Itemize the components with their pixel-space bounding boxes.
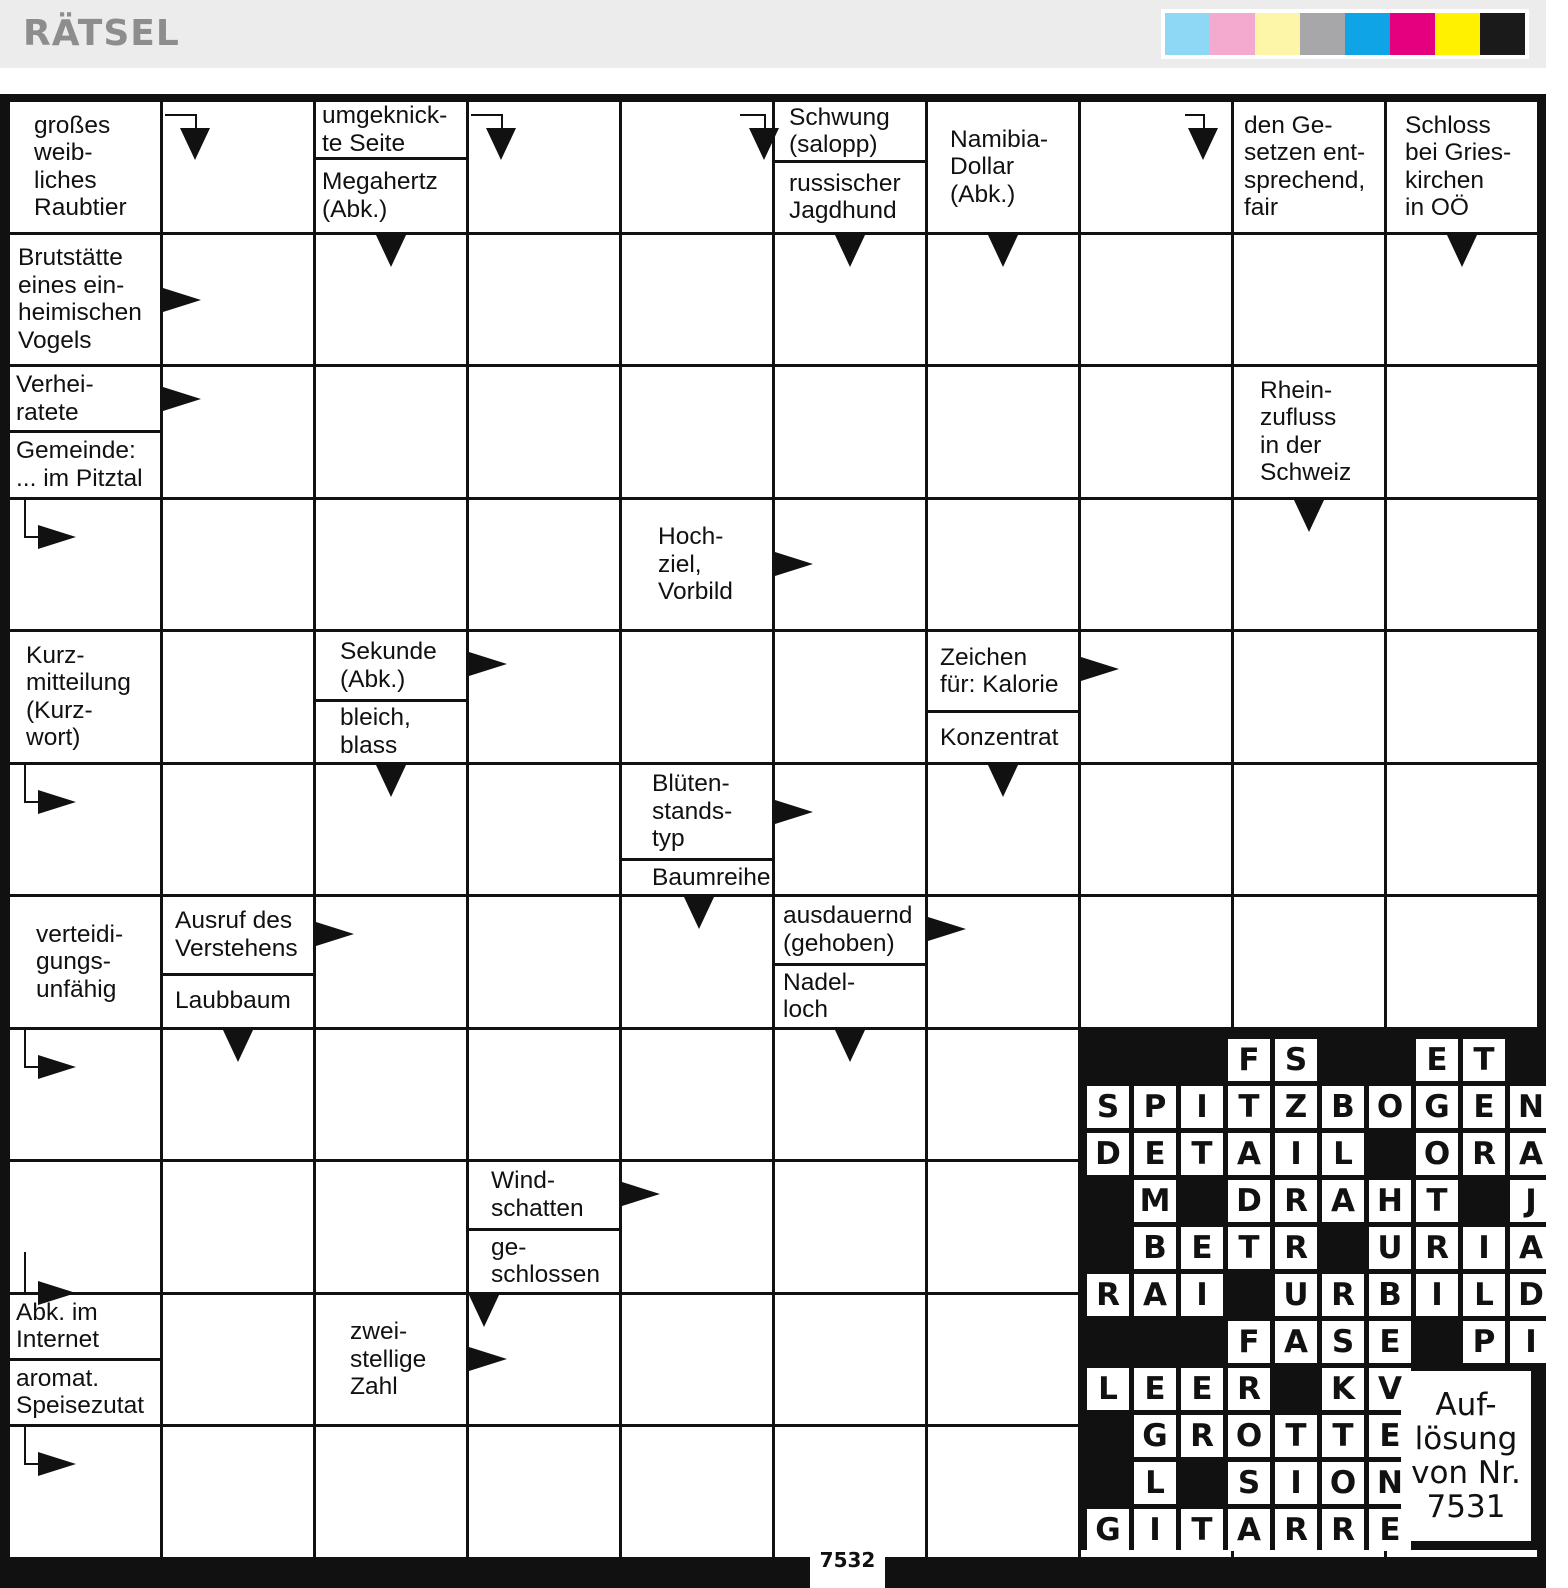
clue-text: Megahertz (Abk.) [322, 168, 438, 223]
arrow-down-icon [1188, 128, 1218, 160]
answer-cell[interactable] [163, 1162, 313, 1292]
clue-text: Brutstätte eines ein- heimischen Vogels [18, 244, 142, 354]
solution-letter: I [1416, 1274, 1458, 1316]
clue-cell [469, 1162, 619, 1292]
answer-cell[interactable] [622, 1295, 772, 1425]
answer-cell[interactable] [775, 765, 925, 895]
solution-letter: A [1322, 1180, 1364, 1222]
solution-letter: G [1087, 1509, 1129, 1551]
solution-letter: S [1087, 1086, 1129, 1128]
answer-cell[interactable] [10, 1162, 160, 1292]
solution-letter: E [1181, 1227, 1223, 1269]
color-swatch [1255, 13, 1300, 55]
solution-letter: A [1228, 1133, 1270, 1175]
clue-cell [10, 897, 160, 1027]
arrow-right-icon [469, 1347, 507, 1371]
solution-letter: G [1134, 1415, 1176, 1457]
answer-cell[interactable] [469, 500, 619, 630]
arrow-down-icon [469, 1295, 499, 1327]
clue-cell [928, 632, 1078, 762]
answer-cell[interactable] [316, 235, 466, 365]
clue-text: umgeknick- te Seite [322, 102, 448, 157]
answer-cell[interactable] [622, 1030, 772, 1160]
solution-letter: A [1134, 1274, 1176, 1316]
solution-letter: K [1322, 1368, 1364, 1410]
solution-letter: O [1369, 1086, 1411, 1128]
answer-cell[interactable] [316, 1427, 466, 1557]
answer-cell[interactable] [163, 102, 313, 232]
solution-letter: I [1275, 1133, 1317, 1175]
answer-cell[interactable] [775, 367, 925, 497]
arrow-right-icon [163, 288, 201, 312]
answer-cell[interactable] [775, 1295, 925, 1425]
answer-cell[interactable] [10, 1030, 160, 1160]
solution-letter: P [1134, 1086, 1176, 1128]
clue-cell [1234, 102, 1384, 232]
answer-cell[interactable] [622, 1162, 772, 1292]
answer-cell[interactable] [622, 897, 772, 1027]
solution-label-text: Auf- lösung von Nr. 7531 [1411, 1387, 1521, 1525]
clue-cell [1234, 367, 1384, 497]
answer-cell[interactable] [469, 235, 619, 365]
solution-letter: U [1369, 1227, 1411, 1269]
answer-cell[interactable] [469, 897, 619, 1027]
solution-letter: R [1463, 1133, 1505, 1175]
clue-cell [10, 102, 160, 232]
answer-cell[interactable] [928, 1427, 1078, 1557]
answer-cell[interactable] [1234, 897, 1384, 1027]
answer-cell[interactable] [928, 235, 1078, 365]
clue-text: Hoch- ziel, Vorbild [658, 523, 733, 605]
solution-letter: L [1322, 1133, 1364, 1175]
answer-cell[interactable] [1081, 235, 1231, 365]
solution-letter: T [1416, 1180, 1458, 1222]
clue-text: aromat. Speisezutat [16, 1364, 145, 1420]
solution-letter: U [1275, 1274, 1317, 1316]
answer-cell[interactable] [928, 765, 1078, 895]
answer-cell[interactable] [163, 235, 313, 365]
answer-cell[interactable] [622, 367, 772, 497]
arrow-down-icon [988, 235, 1018, 267]
answer-cell[interactable] [469, 1427, 619, 1557]
answer-cell[interactable] [775, 1162, 925, 1292]
answer-cell[interactable] [622, 235, 772, 365]
solution-letter: T [1228, 1086, 1270, 1128]
arrow-down-icon [376, 235, 406, 267]
solution-letter: R [1322, 1274, 1364, 1316]
answer-cell[interactable] [1234, 500, 1384, 630]
clue-text: russischer Jagdhund [789, 169, 901, 225]
solution-letter: R [1275, 1227, 1317, 1269]
solution-letter: A [1510, 1227, 1552, 1269]
solution-letter: E [1181, 1368, 1223, 1410]
solution-letter: T [1463, 1039, 1505, 1081]
solution-letter: I [1181, 1274, 1223, 1316]
clue-text: Baumreihe [652, 863, 771, 891]
arrow-down-icon [835, 235, 865, 267]
answer-cell[interactable] [316, 1030, 466, 1160]
clue-text: Laubbaum [175, 987, 291, 1015]
solution-letter: A [1510, 1133, 1552, 1175]
answer-cell[interactable] [1234, 765, 1384, 895]
answer-cell[interactable] [622, 102, 772, 232]
answer-cell[interactable] [469, 102, 619, 232]
answer-cell[interactable] [1234, 632, 1384, 762]
arrow-down-icon [988, 765, 1018, 797]
solution-letter: P [1463, 1321, 1505, 1363]
answer-cell[interactable] [1387, 632, 1537, 762]
solution-letter: S [1275, 1039, 1317, 1081]
answer-cell[interactable] [1081, 367, 1231, 497]
answer-cell[interactable] [928, 1295, 1078, 1425]
solution-letter: R [1275, 1509, 1317, 1551]
solution-letter: T [1181, 1509, 1223, 1551]
arrow-right-icon [38, 790, 76, 814]
clue-text: Ausruf des Verstehens [175, 907, 298, 962]
clue-text: Wind- schatten [491, 1167, 584, 1222]
clue-text: Abk. im Internet [16, 1298, 100, 1354]
solution-letter: S [1322, 1321, 1364, 1363]
clue-text: Namibia- Dollar (Abk.) [950, 125, 1049, 208]
answer-cell[interactable] [10, 765, 160, 895]
solution-letter: L [1087, 1368, 1129, 1410]
color-swatch [1300, 13, 1345, 55]
answer-cell[interactable] [316, 367, 466, 497]
answer-cell[interactable] [1081, 500, 1231, 630]
clue-text: Sekunde (Abk.) [340, 638, 437, 693]
arrow-right-icon [38, 1281, 76, 1305]
answer-cell[interactable] [1387, 897, 1537, 1027]
solution-letter: I [1275, 1462, 1317, 1504]
solution-letter: F [1228, 1039, 1270, 1081]
solution-letter: E [1134, 1133, 1176, 1175]
solution-letter: E [1369, 1509, 1411, 1551]
answer-cell[interactable] [622, 632, 772, 762]
clue-text: Schloss bei Gries- kirchen in OÖ [1405, 111, 1512, 222]
solution-letter: T [1322, 1415, 1364, 1457]
solution-letter: R [1087, 1274, 1129, 1316]
answer-cell[interactable] [1081, 632, 1231, 762]
arrow-right-icon [163, 387, 201, 411]
solution-letter: N [1369, 1462, 1411, 1504]
solution-letter: R [1416, 1227, 1458, 1269]
clue-text: Rhein- zufluss in der Schweiz [1260, 376, 1352, 487]
answer-cell[interactable] [928, 1030, 1078, 1160]
solution-letter: E [1134, 1368, 1176, 1410]
answer-cell[interactable] [775, 1030, 925, 1160]
print-color-bar [1161, 9, 1529, 59]
page-title: RÄTSEL [23, 13, 180, 54]
answer-cell[interactable] [775, 632, 925, 762]
clue-cell [316, 632, 466, 762]
clue-cell [10, 367, 160, 497]
clue-cell [316, 102, 466, 232]
solution-letter: V [1369, 1368, 1411, 1410]
solution-letter: E [1369, 1415, 1411, 1457]
clue-cell [10, 1295, 160, 1425]
solution-letter: T [1275, 1415, 1317, 1457]
solution-letter: R [1228, 1368, 1270, 1410]
arrow-right-icon [775, 552, 813, 576]
answer-cell[interactable] [163, 1295, 313, 1425]
solution-letter: T [1181, 1133, 1223, 1175]
solution-letter: O [1416, 1133, 1458, 1175]
answer-cell[interactable] [469, 765, 619, 895]
clue-text: Konzentrat [940, 723, 1059, 751]
arrow-right-icon [38, 525, 76, 549]
clue-text: verteidi- gungs- unfähig [36, 920, 124, 1003]
arrow-right-icon [928, 917, 966, 941]
clue-cell [163, 897, 313, 1027]
solution-letter: E [1416, 1039, 1458, 1081]
answer-cell[interactable] [928, 897, 1078, 1027]
solution-letter: D [1228, 1180, 1270, 1222]
color-swatch [1210, 13, 1255, 55]
solution-letter: I [1134, 1509, 1176, 1551]
clue-text: Blüten- stands- typ [652, 770, 733, 853]
solution-letter: I [1463, 1227, 1505, 1269]
solution-letter: B [1369, 1274, 1411, 1316]
answer-cell[interactable] [1387, 367, 1537, 497]
clue-text: ausdauernd (gehoben) [783, 902, 913, 957]
answer-cell[interactable] [1387, 765, 1537, 895]
arrow-down-icon [835, 1030, 865, 1062]
solution-letter: M [1134, 1180, 1176, 1222]
arrow-right-icon [1081, 657, 1119, 681]
answer-cell[interactable] [316, 765, 466, 895]
clue-cell [775, 897, 925, 1027]
solution-letter: T [1228, 1227, 1270, 1269]
previous-solution-panel [1078, 1029, 1544, 1550]
color-swatch [1345, 13, 1390, 55]
arrow-down-icon [749, 128, 779, 160]
solution-letter: R [1275, 1180, 1317, 1222]
solution-letter: A [1275, 1321, 1317, 1363]
clue-text: Gemeinde: ... im Pitztal [16, 437, 143, 492]
arrow-down-icon [1294, 500, 1324, 532]
answer-cell[interactable] [1387, 500, 1537, 630]
answer-cell[interactable] [10, 500, 160, 630]
solution-letter: E [1463, 1086, 1505, 1128]
arrow-down-icon [486, 128, 516, 160]
clue-text: ge- schlossen [491, 1233, 600, 1289]
clue-text: bleich, blass [340, 704, 411, 759]
answer-cell[interactable] [928, 1162, 1078, 1292]
color-swatch [1435, 13, 1480, 55]
solution-letter: L [1463, 1274, 1505, 1316]
solution-letter: G [1416, 1086, 1458, 1128]
arrow-right-icon [38, 1055, 76, 1079]
arrow-right-icon [469, 652, 507, 676]
solution-letter: D [1510, 1274, 1552, 1316]
arrow-down-icon [1447, 235, 1477, 267]
answer-cell[interactable] [163, 632, 313, 762]
answer-cell[interactable] [469, 1030, 619, 1160]
answer-cell[interactable] [1081, 102, 1231, 232]
clue-text: Zeichen für: Kalorie [940, 643, 1059, 699]
arrow-down-icon [376, 765, 406, 797]
answer-cell[interactable] [1234, 235, 1384, 365]
answer-cell[interactable] [316, 500, 466, 630]
clue-cell [775, 102, 925, 232]
answer-cell[interactable] [928, 500, 1078, 630]
answer-cell[interactable] [10, 1427, 160, 1557]
answer-cell[interactable] [775, 1427, 925, 1557]
clue-cell [928, 102, 1078, 232]
answer-cell[interactable] [469, 367, 619, 497]
solution-letter: D [1087, 1133, 1129, 1175]
color-swatch [1165, 13, 1210, 55]
header-bar [0, 0, 1546, 68]
arrow-down-icon [180, 128, 210, 160]
solution-letter: H [1369, 1180, 1411, 1222]
answer-cell[interactable] [622, 1427, 772, 1557]
answer-cell[interactable] [163, 1427, 313, 1557]
solution-letter: O [1322, 1462, 1364, 1504]
clue-cell [10, 235, 160, 365]
arrow-right-icon [38, 1452, 76, 1476]
clue-cell [622, 500, 772, 630]
solution-letter: L [1134, 1462, 1176, 1504]
answer-cell[interactable] [469, 1295, 619, 1425]
arrow-right-icon [775, 800, 813, 824]
arrow-right-icon [316, 922, 354, 946]
solution-letter: B [1134, 1227, 1176, 1269]
arrow-right-icon [622, 1182, 660, 1206]
answer-cell[interactable] [1387, 235, 1537, 365]
solution-letter: I [1181, 1086, 1223, 1128]
solution-letter: N [1510, 1086, 1552, 1128]
solution-letter: O [1228, 1415, 1270, 1457]
arrow-down-icon [223, 1030, 253, 1062]
clue-text: Schwung (salopp) [789, 103, 890, 159]
clue-text: Verhei- ratete [16, 371, 94, 426]
answer-cell[interactable] [163, 367, 313, 497]
clue-text: großes weib- liches Raubtier [34, 111, 127, 222]
solution-label [1401, 1371, 1531, 1541]
clue-text: Nadel- loch [783, 968, 856, 1024]
solution-letter: A [1228, 1509, 1270, 1551]
answer-cell[interactable] [316, 1162, 466, 1292]
solution-letter: E [1369, 1321, 1411, 1363]
clue-text: den Ge- setzen ent- sprechend, fair [1244, 111, 1366, 222]
solution-letter: F [1228, 1321, 1270, 1363]
solution-letter: R [1181, 1415, 1223, 1457]
answer-cell[interactable] [316, 897, 466, 1027]
solution-letter: Z [1275, 1086, 1317, 1128]
clue-cell [316, 1295, 466, 1425]
answer-cell[interactable] [775, 500, 925, 630]
answer-cell[interactable] [469, 632, 619, 762]
clue-cell [622, 765, 772, 895]
solution-letter: S [1228, 1462, 1270, 1504]
answer-cell[interactable] [163, 1030, 313, 1160]
color-swatch [1480, 13, 1525, 55]
answer-cell[interactable] [163, 500, 313, 630]
puzzle-number: 7532 [810, 1550, 885, 1588]
answer-cell[interactable] [928, 367, 1078, 497]
solution-letter: B [1322, 1086, 1364, 1128]
clue-cell [10, 632, 160, 762]
answer-cell[interactable] [1081, 765, 1231, 895]
answer-cell[interactable] [163, 765, 313, 895]
solution-letter: R [1322, 1509, 1364, 1551]
clue-text: zwei- stellige Zahl [350, 1318, 427, 1400]
color-swatch [1390, 13, 1435, 55]
solution-letter: I [1510, 1321, 1552, 1363]
arrow-down-icon [684, 897, 714, 929]
answer-cell[interactable] [775, 235, 925, 365]
clue-cell [1387, 102, 1537, 232]
answer-cell[interactable] [1081, 897, 1231, 1027]
solution-letter: J [1510, 1180, 1552, 1222]
clue-text: Kurz- mitteilung (Kurz- wort) [26, 641, 131, 752]
